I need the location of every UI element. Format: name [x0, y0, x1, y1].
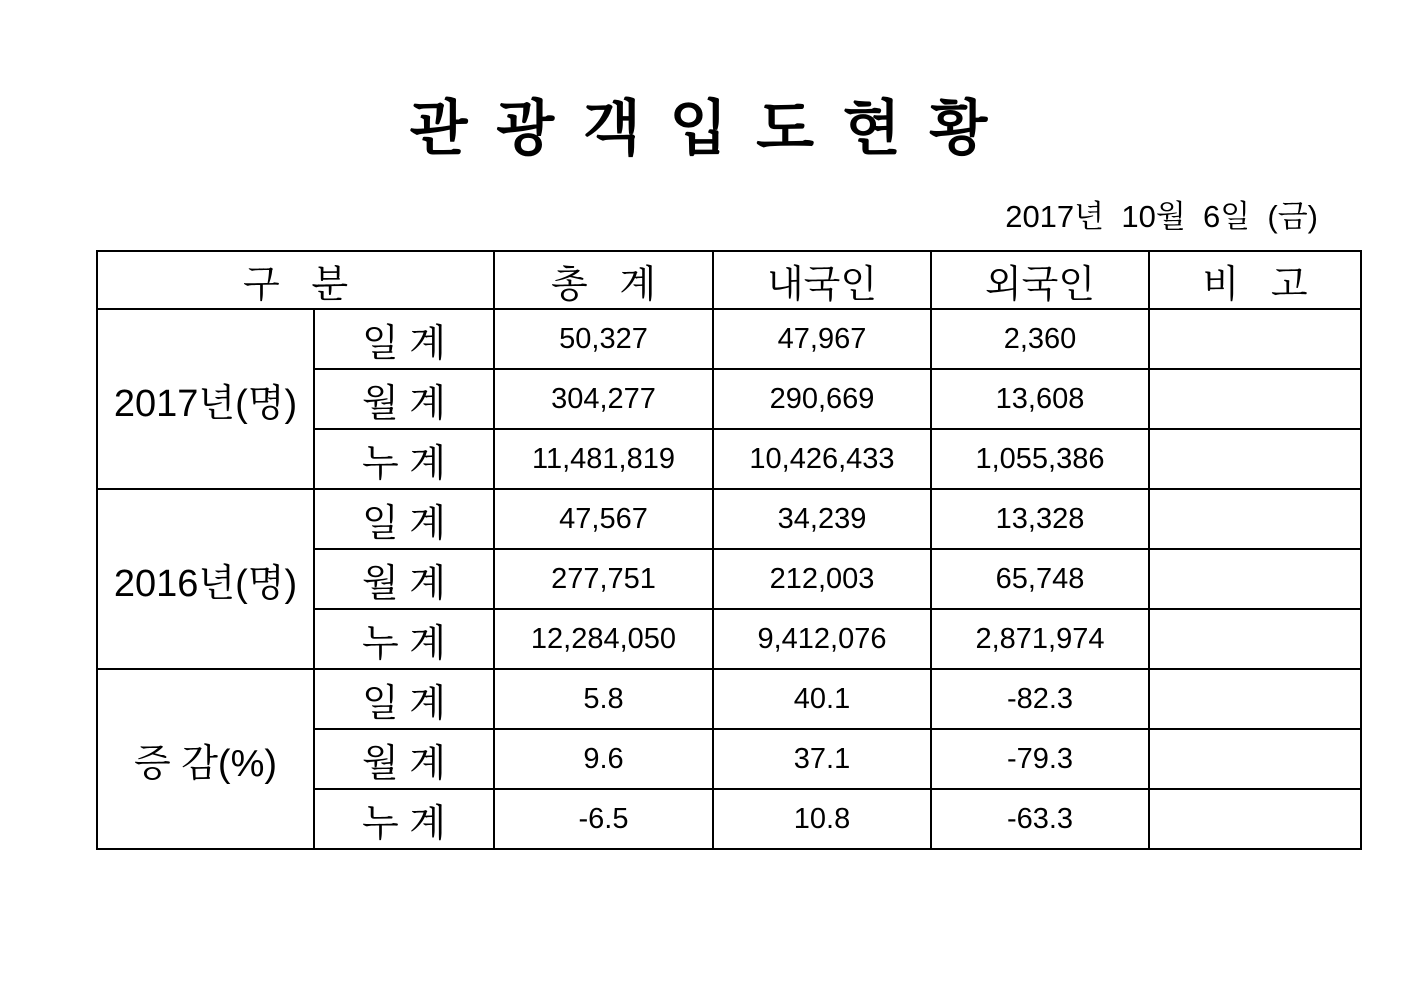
- cell-period-label: 누 계: [314, 789, 494, 849]
- cell-foreign-value: -82.3: [931, 669, 1149, 729]
- header-total: 총 계: [494, 251, 713, 309]
- cell-foreign-value: 13,328: [931, 489, 1149, 549]
- cell-foreign-value: 65,748: [931, 549, 1149, 609]
- cell-period-label: 월 계: [314, 549, 494, 609]
- cell-note: [1149, 549, 1361, 609]
- cell-period-label: 일 계: [314, 489, 494, 549]
- table-row: [97, 309, 1361, 369]
- cell-foreign-value: 1,055,386: [931, 429, 1149, 489]
- cell-domestic-value: 40.1: [713, 669, 931, 729]
- cell-note: [1149, 609, 1361, 669]
- table-row: [97, 489, 1361, 549]
- cell-total-value: 9.6: [494, 729, 713, 789]
- cell-domestic-value: 10,426,433: [713, 429, 931, 489]
- header-row: [97, 251, 1361, 309]
- cell-domestic-value: 9,412,076: [713, 609, 931, 669]
- cell-domestic-value: 10.8: [713, 789, 931, 849]
- tourist-arrival-table: [96, 250, 1362, 850]
- cell-note: [1149, 669, 1361, 729]
- cell-period-label: 월 계: [314, 729, 494, 789]
- cell-foreign-value: -79.3: [931, 729, 1149, 789]
- report-date: 2017년 10월 6일 (금): [1005, 199, 1318, 234]
- cell-note: [1149, 309, 1361, 369]
- cell-period-label: 월 계: [314, 369, 494, 429]
- cell-note: [1149, 429, 1361, 489]
- cell-domestic-value: 290,669: [713, 369, 931, 429]
- cell-domestic-value: 34,239: [713, 489, 931, 549]
- cell-note: [1149, 789, 1361, 849]
- cell-note: [1149, 729, 1361, 789]
- row-group-label-2016: 2016년(명): [97, 489, 314, 669]
- cell-domestic-value: 212,003: [713, 549, 931, 609]
- header-domestic: 내국인: [713, 251, 931, 309]
- cell-total-value: 47,567: [494, 489, 713, 549]
- cell-foreign-value: 2,360: [931, 309, 1149, 369]
- cell-period-label: 일 계: [314, 309, 494, 369]
- cell-total-value: 5.8: [494, 669, 713, 729]
- cell-period-label: 일 계: [314, 669, 494, 729]
- cell-total-value: 12,284,050: [494, 609, 713, 669]
- row-group-label-2017: 2017년(명): [97, 309, 314, 489]
- cell-domestic-value: 37.1: [713, 729, 931, 789]
- header-foreign: 외국인: [931, 251, 1149, 309]
- cell-total-value: -6.5: [494, 789, 713, 849]
- row-group-label-change: 증 감(%): [97, 669, 314, 849]
- cell-foreign-value: -63.3: [931, 789, 1149, 849]
- cell-total-value: 304,277: [494, 369, 713, 429]
- cell-total-value: 50,327: [494, 309, 713, 369]
- cell-period-label: 누 계: [314, 609, 494, 669]
- cell-note: [1149, 369, 1361, 429]
- cell-total-value: 11,481,819: [494, 429, 713, 489]
- header-note: 비 고: [1149, 251, 1361, 309]
- page-title: 관 광 객 입 도 현 황: [409, 95, 994, 162]
- cell-note: [1149, 489, 1361, 549]
- cell-period-label: 누 계: [314, 429, 494, 489]
- table-row: [97, 669, 1361, 729]
- header-category: 구 분: [97, 251, 494, 309]
- cell-total-value: 277,751: [494, 549, 713, 609]
- cell-foreign-value: 13,608: [931, 369, 1149, 429]
- cell-domestic-value: 47,967: [713, 309, 931, 369]
- cell-foreign-value: 2,871,974: [931, 609, 1149, 669]
